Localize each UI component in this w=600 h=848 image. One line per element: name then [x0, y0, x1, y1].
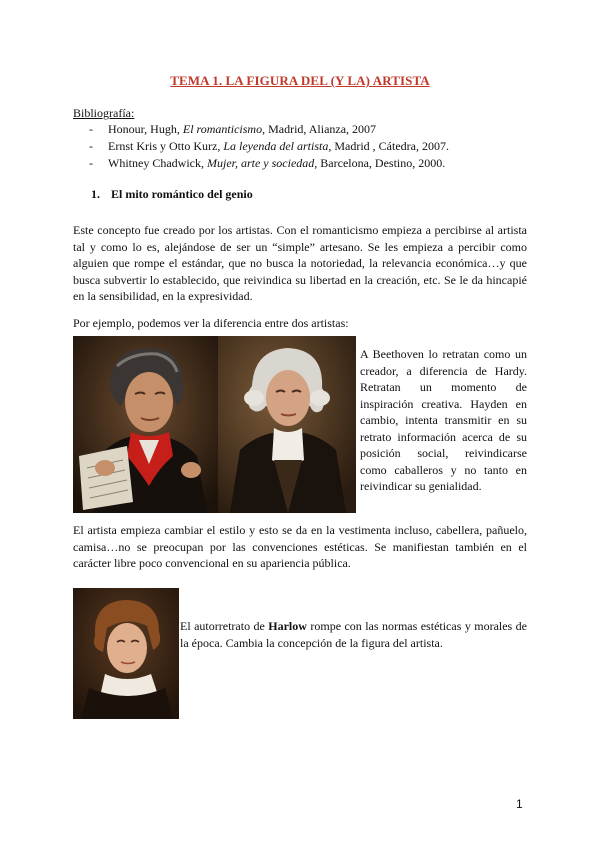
document-title: TEMA 1. LA FIGURA DEL (Y LA) ARTISTA [170, 73, 430, 88]
bib-publisher: Barcelona, Destino, 2000. [317, 156, 446, 170]
list-dash: - [89, 139, 93, 153]
beethoven-portrait-image [73, 336, 218, 513]
bibliography-item [73, 138, 533, 155]
bibliography-heading: Bibliografía: [73, 106, 135, 120]
section-title: El mito romántico del genio [111, 187, 253, 201]
harlow-text-rest: rompe con las normas estéticas y morales de la época. Cambia la concepción de la figura del artista. [180, 619, 527, 650]
harlow-text-intro: El autorretrato de [180, 619, 269, 633]
section-number: 1. [91, 187, 100, 201]
harlow-name: Harlow [268, 619, 307, 633]
bib-author: Honour, Hugh, [108, 122, 183, 136]
paragraph-example: Por ejemplo, podemos ver la diferencia entre dos artistas: [73, 316, 349, 330]
harlow-description-text [180, 618, 527, 651]
list-dash: - [89, 156, 93, 170]
bibliography-item [73, 121, 533, 138]
harlow-self-portrait-image [73, 588, 179, 719]
bib-author: Ernst Kris y Otto Kurz, [108, 139, 224, 153]
bib-author: Whitney Chadwick, [108, 156, 207, 170]
portrait-comparison-text: A Beethoven lo retratan como un creador, a diferencia de Hardy. Retratan un momento de inspiración creativa. Hayden en cambio, intenta transmitir en su retrato información acerca de su posición social, reivindicarse como caballeros y no tanto en reivindicar su genialidad. [360, 347, 527, 493]
bib-publisher: , Madrid, Alianza, 2007 [262, 122, 377, 136]
bibliography-item [73, 155, 533, 172]
bib-title: El romanticismo [182, 122, 263, 136]
paragraph-intro: Este concepto fue creado por los artistas. Con el romanticismo empieza a percibirse al artista tal y como lo es, alejándose de ser un “simple” artesano. Se les empieza a percibir como alguien que rompe el estándar, que no busca la notoriedad, la relevancia económica…y que busca subvertir lo establecido, que reivindica su libertad en la creación, etc. Se le da hincapié en la sensibilidad, en la expresividad. [73, 223, 527, 303]
bibliography-list [73, 121, 533, 172]
bib-publisher: Madrid , Cátedra, 2007. [331, 139, 449, 153]
section-heading [91, 186, 253, 203]
list-dash: - [89, 122, 93, 136]
paragraph-style: El artista empieza cambiar el estilo y esto se da en la vestimenta incluso, cabellera, pañuelo, camisa…no se preocupan por las convenciones estéticas. Se manifiestan también en el carácter libre poco convencional en su apariencia pública. [73, 523, 527, 570]
bib-title: La leyenda del artista, [223, 139, 332, 153]
haydn-portrait-image [218, 336, 356, 513]
bib-title: Mujer, arte y sociedad, [206, 156, 318, 170]
page-number: 1 [516, 797, 523, 811]
